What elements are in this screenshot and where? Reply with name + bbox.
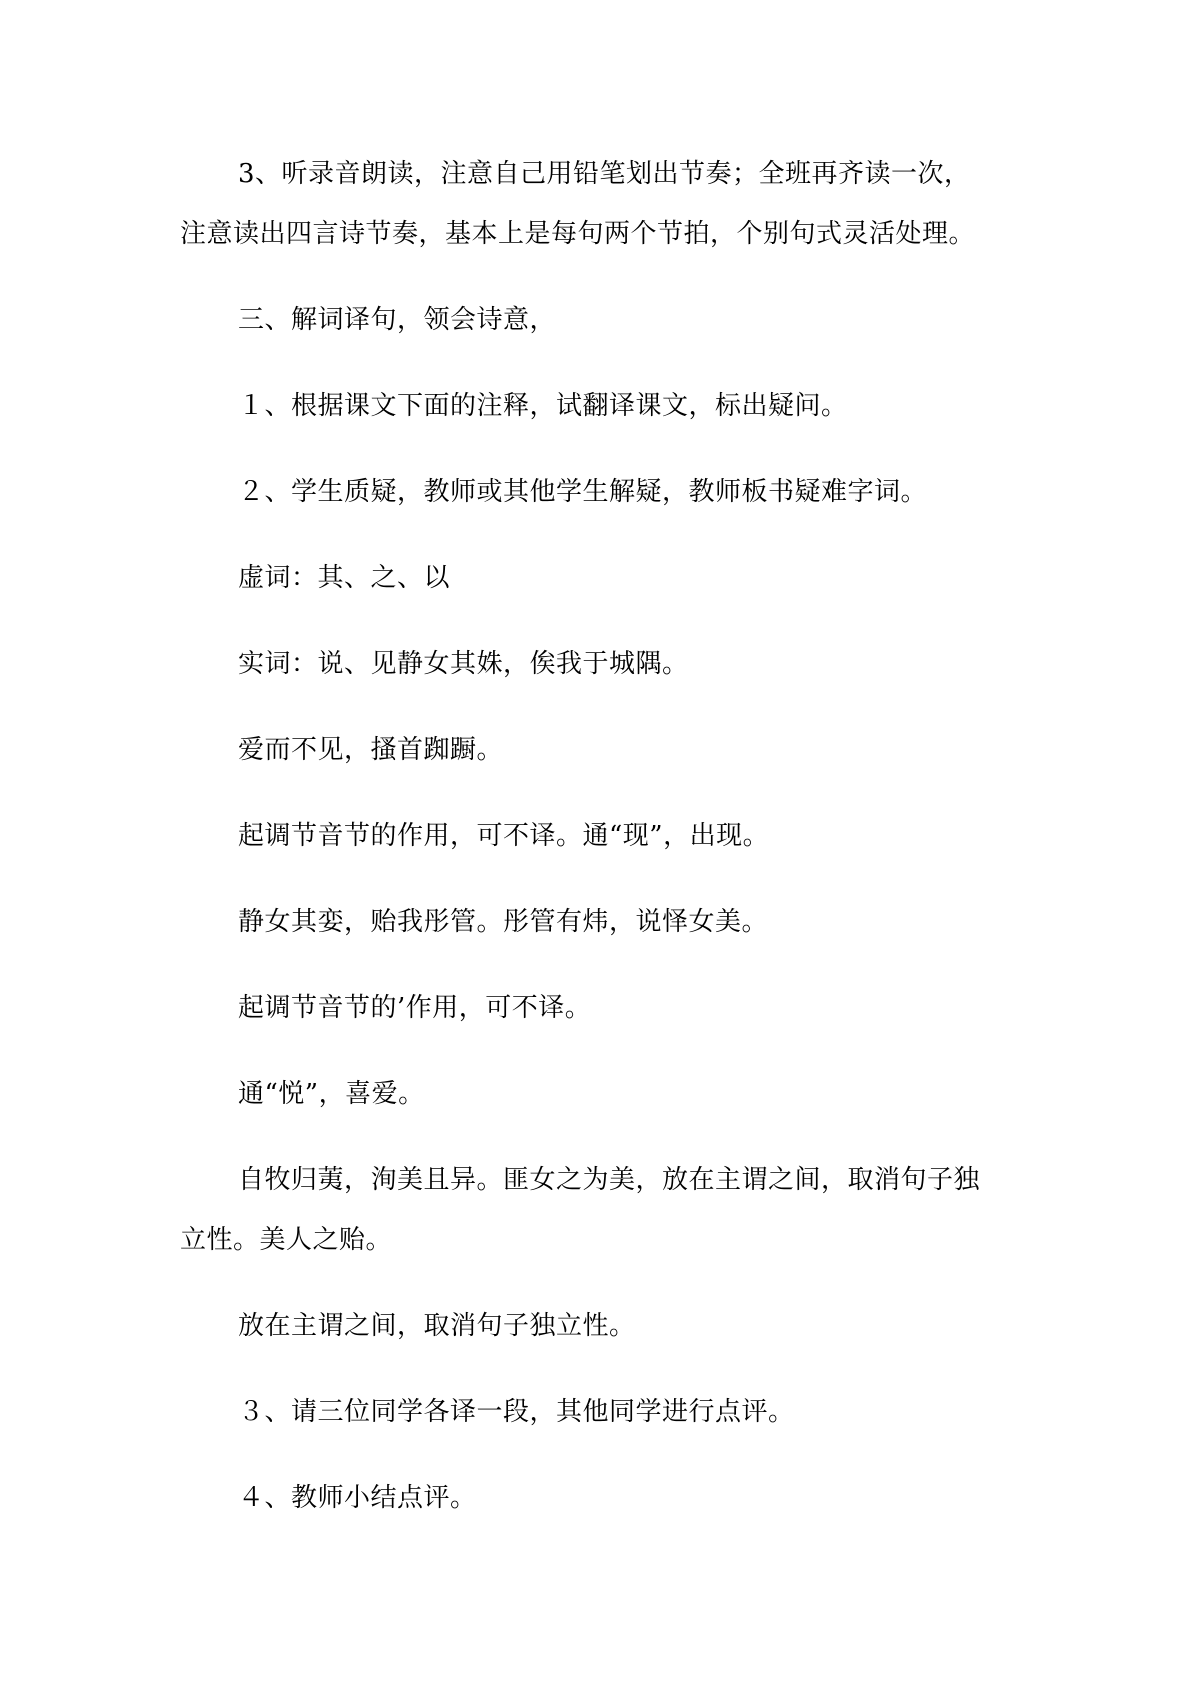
paragraph-line: ３、请三位同学各译一段，其他同学进行点评。 bbox=[238, 1397, 795, 1427]
section-heading: 三、解词译句，领会诗意， bbox=[238, 305, 557, 335]
paragraph-line: ４、教师小结点评。 bbox=[238, 1483, 477, 1513]
paragraph-line: 3、听录音朗读，注意自己用铅笔划出节奏；全班再齐读一次， bbox=[238, 159, 971, 189]
paragraph-line: 起调节音节的’作用，可不译。 bbox=[238, 993, 592, 1023]
paragraph-line: 爱而不见，搔首踟蹰。 bbox=[238, 735, 504, 765]
paragraph-line: 注意读出四言诗节奏，基本上是每句两个节拍，个别句式灵活处理。 bbox=[180, 219, 976, 249]
paragraph-line: 虚词：其、之、以 bbox=[238, 563, 451, 593]
paragraph-line: １、根据课文下面的注释，试翻译课文，标出疑问。 bbox=[238, 391, 848, 421]
paragraph-line: 起调节音节的作用，可不译。通“现”，出现。 bbox=[238, 821, 770, 851]
paragraph-line: 通“悦”，喜爱。 bbox=[238, 1079, 425, 1109]
paragraph-line: 自牧归荑，洵美且异。匪女之为美，放在主谓之间，取消句子独 bbox=[238, 1165, 981, 1195]
paragraph-line: 静女其娈，贻我彤管。彤管有炜，说怿女美。 bbox=[238, 907, 769, 937]
paragraph-line: 实词：说、见静女其姝，俟我于城隅。 bbox=[238, 649, 689, 679]
paragraph-line: ２、学生质疑，教师或其他学生解疑，教师板书疑难字词。 bbox=[238, 477, 928, 507]
paragraph-line: 放在主谓之间，取消句子独立性。 bbox=[238, 1311, 636, 1341]
paragraph-line: 立性。美人之贻。 bbox=[180, 1225, 393, 1255]
